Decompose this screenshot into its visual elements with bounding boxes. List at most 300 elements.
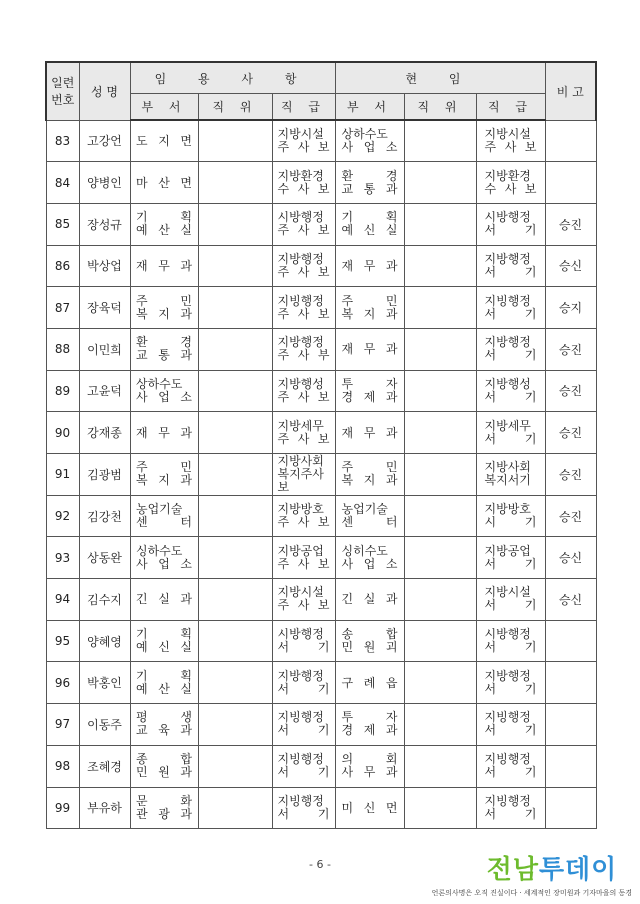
current-position-cell xyxy=(404,120,476,162)
current-grade-line: 지방행정 xyxy=(484,335,531,350)
header-serial-number xyxy=(46,62,79,120)
current-grade-cell xyxy=(476,328,545,370)
current-dept-cell xyxy=(335,328,404,370)
current-position-cell xyxy=(404,787,476,829)
appointment-grade-cell xyxy=(272,328,335,370)
appointment-dept-cell xyxy=(130,162,198,204)
current-grade-line: 서 기 xyxy=(484,640,537,655)
current-grade-cell xyxy=(476,495,545,537)
header-current-position: 직 위 xyxy=(404,94,476,121)
current-dept-cell xyxy=(335,579,404,621)
appointment-dept-cell xyxy=(130,328,198,370)
appointment-dept-cell xyxy=(130,203,198,245)
appointment-position-cell xyxy=(198,454,272,496)
appointment-dept-line: 재 무 과 xyxy=(136,425,192,440)
current-grade-line: 서 기 xyxy=(484,264,537,279)
appointment-grade xyxy=(278,670,330,696)
appointment-dept-cell xyxy=(130,412,198,454)
current-grade-cell xyxy=(476,370,545,412)
current-grade-cell xyxy=(476,537,545,579)
appointment-dept-line: 농업기술 xyxy=(136,502,183,517)
name-cell: 김강천 xyxy=(79,495,130,537)
appointment-grade-line: 수 사 보 xyxy=(277,181,330,196)
note-cell: 승진 xyxy=(545,203,596,245)
appointment-position-cell xyxy=(198,495,272,537)
appointment-dept-line: 예 신 실 xyxy=(136,640,192,655)
appointment-grade xyxy=(278,628,330,654)
current-dept-cell xyxy=(335,787,404,829)
appointment-dept-cell xyxy=(130,120,198,162)
personnel-roster-table xyxy=(45,61,597,829)
appointment-dept xyxy=(136,593,192,606)
appointment-grade-line: 지방방호 xyxy=(277,502,324,517)
current-grade-line: 복지서기 xyxy=(484,473,531,488)
current-dept-line: 교 통 과 xyxy=(341,181,398,196)
current-position-cell xyxy=(404,287,476,329)
serial-number-cell: 84 xyxy=(46,162,79,204)
note-cell: 승신 xyxy=(545,537,596,579)
name-cell: 부유하 xyxy=(79,787,130,829)
current-dept-line: 재 무 과 xyxy=(341,342,398,357)
appointment-dept-line: 복 지 과 xyxy=(136,306,192,321)
appointment-dept xyxy=(136,461,192,487)
current-dept xyxy=(342,211,398,237)
appointment-dept-line: 마 산 면 xyxy=(136,175,192,190)
appointment-grade-cell xyxy=(272,162,335,204)
current-dept-line: 사 업 소 xyxy=(341,140,398,155)
current-dept-line: 투 자 xyxy=(341,376,398,391)
current-dept-line: 기 획 xyxy=(341,210,398,225)
appointment-grade xyxy=(278,336,330,362)
serial-number-cell: 96 xyxy=(46,662,79,704)
table-row xyxy=(46,579,596,621)
appointment-grade xyxy=(278,420,330,446)
current-position-cell xyxy=(404,245,476,287)
appointment-grade xyxy=(278,753,330,779)
current-grade-cell xyxy=(476,162,545,204)
current-grade-line: 지방방호 xyxy=(484,502,531,517)
appointment-dept xyxy=(136,545,192,571)
current-grade-line: 지방세무 xyxy=(484,418,531,433)
appointment-grade-line: 지빙행정 xyxy=(277,710,324,725)
name-cell: 고윤덕 xyxy=(79,370,130,412)
appointment-dept-line: 사 업 소 xyxy=(136,389,192,404)
current-dept-line: 상하수도 xyxy=(341,127,388,142)
appointment-grade-cell xyxy=(272,454,335,496)
current-grade xyxy=(485,711,537,737)
current-position-cell xyxy=(404,454,476,496)
current-grade-line: 시 기 xyxy=(484,515,537,530)
header-appointment-grade: 직 급 xyxy=(272,94,335,121)
current-dept xyxy=(342,628,398,654)
current-grade-cell xyxy=(476,245,545,287)
appointment-grade-cell xyxy=(272,245,335,287)
current-grade xyxy=(485,795,537,821)
appointment-dept-line: 환 경 xyxy=(136,335,192,350)
appointment-grade-line: 주 사 보 xyxy=(277,223,330,238)
current-grade-line: 지방사회 xyxy=(484,460,531,475)
appointment-position-cell xyxy=(198,287,272,329)
appointment-grade xyxy=(278,170,330,196)
current-grade-cell xyxy=(476,579,545,621)
table-row xyxy=(46,245,596,287)
current-grade-cell xyxy=(476,120,545,162)
appointment-position-cell xyxy=(198,704,272,746)
appointment-grade-cell xyxy=(272,662,335,704)
appointment-position-cell xyxy=(198,162,272,204)
name-cell: 박상업 xyxy=(79,245,130,287)
current-dept-line: 사 업 소 xyxy=(341,556,398,571)
current-dept-line: 경 제 과 xyxy=(341,723,398,738)
appointment-position-cell xyxy=(198,412,272,454)
appointment-grade-line: 지방시설 xyxy=(277,585,324,600)
appointment-dept xyxy=(136,503,192,529)
current-grade-line: 지방공업 xyxy=(484,543,531,558)
serial-number-cell: 87 xyxy=(46,287,79,329)
appointment-grade-cell xyxy=(272,370,335,412)
current-grade-line: 지방행성 xyxy=(484,376,531,391)
note-cell xyxy=(545,662,596,704)
current-dept-cell xyxy=(335,745,404,787)
current-dept-line: 송 합 xyxy=(341,627,398,642)
current-grade xyxy=(485,420,537,446)
appointment-grade xyxy=(278,253,330,279)
note-cell xyxy=(545,620,596,662)
appointment-grade-cell xyxy=(272,495,335,537)
note-cell: 승진 xyxy=(545,328,596,370)
appointment-grade xyxy=(278,503,330,529)
current-dept-line: 주 민 xyxy=(341,293,398,308)
name-cell: 이동주 xyxy=(79,704,130,746)
current-dept xyxy=(342,461,398,487)
serial-number-cell: 95 xyxy=(46,620,79,662)
current-position-cell xyxy=(404,579,476,621)
appointment-dept-cell xyxy=(130,454,198,496)
appointment-grade-line: 지방환경 xyxy=(277,168,324,183)
current-grade-line: 서 기 xyxy=(484,223,537,238)
current-grade-cell xyxy=(476,454,545,496)
appointment-grade-cell xyxy=(272,704,335,746)
appointment-grade xyxy=(278,211,330,237)
appointment-position-cell xyxy=(198,662,272,704)
appointment-dept-line: 주 민 xyxy=(136,460,192,475)
page-number: - 6 - xyxy=(309,858,331,871)
current-dept-cell xyxy=(335,120,404,162)
current-dept xyxy=(342,427,398,440)
current-grade-cell xyxy=(476,412,545,454)
appointment-grade-line: 지방사회 xyxy=(277,453,324,468)
appointment-grade-line: 지방시설 xyxy=(277,127,324,142)
appointment-grade-line: 서 기 xyxy=(277,806,330,821)
table-row xyxy=(46,454,596,496)
current-position-cell xyxy=(404,704,476,746)
serial-number-cell: 93 xyxy=(46,537,79,579)
appointment-grade-line: 지방행정 xyxy=(277,251,324,266)
current-dept-cell xyxy=(335,370,404,412)
current-grade xyxy=(485,128,537,154)
appointment-dept xyxy=(136,427,192,440)
appointment-position-cell xyxy=(198,579,272,621)
appointment-dept xyxy=(136,753,192,779)
appointment-dept-line: 민 원 과 xyxy=(136,765,192,780)
current-dept-line: 농업기술 xyxy=(341,502,388,517)
table-row xyxy=(46,704,596,746)
appointment-grade-cell xyxy=(272,745,335,787)
current-grade-line: 서 기 xyxy=(484,389,537,404)
current-dept xyxy=(342,711,398,737)
current-dept-line: 미 신 먼 xyxy=(341,800,398,815)
serial-number-cell: 86 xyxy=(46,245,79,287)
appointment-grade-cell xyxy=(272,620,335,662)
current-grade-line: 주 사 보 xyxy=(484,140,537,155)
serial-number-cell: 94 xyxy=(46,579,79,621)
current-grade-line: 서 기 xyxy=(484,306,537,321)
appointment-grade-cell xyxy=(272,120,335,162)
appointment-dept xyxy=(136,670,192,696)
appointment-dept xyxy=(136,378,192,404)
table-row xyxy=(46,662,596,704)
note-cell: 승진 xyxy=(545,370,596,412)
note-cell: 승진 xyxy=(545,412,596,454)
current-grade-line: 서 기 xyxy=(484,598,537,613)
current-dept-cell xyxy=(335,454,404,496)
current-dept-line: 재 무 과 xyxy=(341,258,398,273)
appointment-dept-line: 싱하수도 xyxy=(136,543,183,558)
table-row xyxy=(46,370,596,412)
current-grade-line: 서 기 xyxy=(484,806,537,821)
logo-wordmark xyxy=(472,855,632,885)
current-grade-cell xyxy=(476,704,545,746)
current-dept xyxy=(342,802,398,815)
note-cell: 승신 xyxy=(545,579,596,621)
appointment-dept-line: 사 업 소 xyxy=(136,556,192,571)
appointment-dept-cell xyxy=(130,620,198,662)
appointment-dept-line: 긴 실 과 xyxy=(136,592,192,607)
appointment-grade-line: 서 기 xyxy=(277,681,330,696)
table-row xyxy=(46,787,596,829)
current-grade xyxy=(485,753,537,779)
header-name: 성 명 xyxy=(79,62,130,120)
appointment-dept-cell xyxy=(130,245,198,287)
appointment-dept-cell xyxy=(130,579,198,621)
current-position-cell xyxy=(404,162,476,204)
appointment-dept-line: 평 생 xyxy=(136,710,192,725)
current-dept-line: 환 경 xyxy=(341,168,398,183)
current-dept xyxy=(342,545,398,571)
appointment-grade-line: 지방행성 xyxy=(277,376,324,391)
note-cell: 승진 xyxy=(545,454,596,496)
appointment-grade-line: 주 사 부 xyxy=(277,348,330,363)
appointment-position-cell xyxy=(198,203,272,245)
header-serial-line2: 번호 xyxy=(51,93,75,108)
serial-number-cell: 97 xyxy=(46,704,79,746)
current-dept xyxy=(342,677,398,690)
appointment-grade xyxy=(278,586,330,612)
appointment-grade-cell xyxy=(272,579,335,621)
current-grade xyxy=(485,211,537,237)
current-dept xyxy=(342,593,398,606)
current-dept xyxy=(342,378,398,404)
header-appointment-dept: 부 서 xyxy=(130,94,198,121)
current-grade-line: 지빙행정 xyxy=(484,793,531,808)
current-dept-cell xyxy=(335,620,404,662)
appointment-position-cell xyxy=(198,620,272,662)
appointment-dept xyxy=(136,135,192,148)
current-grade-line: 지방행정 xyxy=(484,251,531,266)
appointment-position-cell xyxy=(198,245,272,287)
appointment-grade xyxy=(278,455,330,494)
appointment-grade-line: 시방행정 xyxy=(277,210,324,225)
current-dept-line: 재 무 과 xyxy=(341,425,398,440)
current-dept-line: 예 신 실 xyxy=(341,223,398,238)
note-cell xyxy=(545,704,596,746)
current-dept xyxy=(342,170,398,196)
appointment-dept-cell xyxy=(130,787,198,829)
current-dept xyxy=(342,503,398,529)
appointment-grade-cell xyxy=(272,412,335,454)
current-grade-line: 지방시설 xyxy=(484,127,531,142)
current-dept-line: 투 자 xyxy=(341,710,398,725)
appointment-grade-line: 주 사 보 xyxy=(277,306,330,321)
appointment-dept xyxy=(136,295,192,321)
appointment-position-cell xyxy=(198,537,272,579)
appointment-dept-line: 복 지 과 xyxy=(136,473,192,488)
current-grade xyxy=(485,253,537,279)
logo-part1: 전남 xyxy=(486,855,539,885)
current-dept-line: 의 회 xyxy=(341,752,398,767)
note-cell: 승지 xyxy=(545,287,596,329)
current-position-cell xyxy=(404,328,476,370)
current-dept-line: 사 무 과 xyxy=(341,765,398,780)
current-dept-line: 구 례 읍 xyxy=(341,675,398,690)
current-grade-cell xyxy=(476,662,545,704)
current-dept-cell xyxy=(335,245,404,287)
current-grade-line: 서 기 xyxy=(484,348,537,363)
current-dept-line: 긴 실 과 xyxy=(341,592,398,607)
table-row xyxy=(46,412,596,454)
current-dept-cell xyxy=(335,537,404,579)
current-dept xyxy=(342,260,398,273)
current-position-cell xyxy=(404,620,476,662)
current-dept xyxy=(342,343,398,356)
table-row xyxy=(46,620,596,662)
current-grade xyxy=(485,378,537,404)
appointment-grade-cell xyxy=(272,537,335,579)
current-grade-line: 지방행정 xyxy=(484,668,531,683)
note-cell: 승진 xyxy=(545,495,596,537)
appointment-dept-line: 교 통 과 xyxy=(136,348,192,363)
current-position-cell xyxy=(404,370,476,412)
current-grade xyxy=(485,461,537,487)
current-grade xyxy=(485,170,537,196)
appointment-grade-line: 지방세무 xyxy=(277,418,324,433)
appointment-dept xyxy=(136,177,192,190)
appointment-dept-cell xyxy=(130,704,198,746)
appointment-position-cell xyxy=(198,120,272,162)
appointment-grade-line: 지빙행정 xyxy=(277,752,324,767)
header-appointment-position: 직 위 xyxy=(198,94,272,121)
note-cell xyxy=(545,745,596,787)
current-grade-line: 시방행정 xyxy=(484,210,531,225)
header-appointment: 임 용 사 항 xyxy=(130,62,335,94)
current-dept xyxy=(342,295,398,321)
current-grade-line: 지빙행정 xyxy=(484,710,531,725)
current-grade xyxy=(485,628,537,654)
appointment-position-cell xyxy=(198,787,272,829)
appointment-dept-line: 교 육 과 xyxy=(136,723,192,738)
note-cell xyxy=(545,120,596,162)
logo-tagline: 언론의사명은 오직 진실이다 · 세계적인 장미원과 기자마을의 동경 xyxy=(431,889,632,897)
appointment-dept-line: 도 지 면 xyxy=(136,134,192,149)
current-grade xyxy=(485,586,537,612)
name-cell: 양혜영 xyxy=(79,620,130,662)
current-position-cell xyxy=(404,662,476,704)
appointment-dept xyxy=(136,795,192,821)
appointment-dept-cell xyxy=(130,495,198,537)
serial-number-cell: 89 xyxy=(46,370,79,412)
current-grade-cell xyxy=(476,620,545,662)
current-dept-line: 복 지 과 xyxy=(341,306,398,321)
appointment-grade-line: 지방공업 xyxy=(277,543,324,558)
appointment-grade-line: 서 기 xyxy=(277,765,330,780)
appointment-grade-line: 지방행정 xyxy=(277,335,324,350)
table-row xyxy=(46,203,596,245)
appointment-dept-cell xyxy=(130,745,198,787)
serial-number-cell: 99 xyxy=(46,787,79,829)
current-dept-cell xyxy=(335,203,404,245)
appointment-grade-line: 주 사 보 xyxy=(277,389,330,404)
current-dept-line: 센 터 xyxy=(341,515,398,530)
table-row xyxy=(46,162,596,204)
current-grade-line: 지방환경 xyxy=(484,168,531,183)
table-row xyxy=(46,328,596,370)
current-grade xyxy=(485,336,537,362)
appointment-position-cell xyxy=(198,745,272,787)
appointment-dept-line: 재 무 과 xyxy=(136,258,192,273)
appointment-grade xyxy=(278,795,330,821)
appointment-dept-line: 종 합 xyxy=(136,752,192,767)
appointment-dept-line: 기 획 xyxy=(136,668,192,683)
appointment-grade-line: 주 사 보 xyxy=(277,140,330,155)
appointment-grade-line: 주 사 보 xyxy=(277,556,330,571)
appointment-dept-line: 주 민 xyxy=(136,293,192,308)
appointment-dept xyxy=(136,711,192,737)
header-note: 비 고 xyxy=(545,62,596,120)
logo-part2: 투데이 xyxy=(538,855,618,885)
appointment-grade-line: 지빙행정 xyxy=(277,793,324,808)
appointment-grade-line: 서 기 xyxy=(277,723,330,738)
serial-number-cell: 85 xyxy=(46,203,79,245)
serial-number-cell: 98 xyxy=(46,745,79,787)
name-cell: 김수지 xyxy=(79,579,130,621)
current-dept-line: 민 원 괴 xyxy=(341,640,398,655)
current-position-cell xyxy=(404,203,476,245)
appointment-dept-cell xyxy=(130,370,198,412)
current-grade-line: 지빙행정 xyxy=(484,752,531,767)
appointment-dept-line: 예 산 실 xyxy=(136,223,192,238)
appointment-grade-line: 주 사 보 xyxy=(277,598,330,613)
current-dept-cell xyxy=(335,412,404,454)
current-grade-cell xyxy=(476,287,545,329)
note-cell: 승신 xyxy=(545,245,596,287)
header-current-grade: 직 급 xyxy=(476,94,545,121)
appointment-dept xyxy=(136,336,192,362)
current-grade-cell xyxy=(476,203,545,245)
current-dept-cell xyxy=(335,495,404,537)
note-cell xyxy=(545,787,596,829)
current-dept xyxy=(342,128,398,154)
appointment-grade-line: 지방행정 xyxy=(277,668,324,683)
